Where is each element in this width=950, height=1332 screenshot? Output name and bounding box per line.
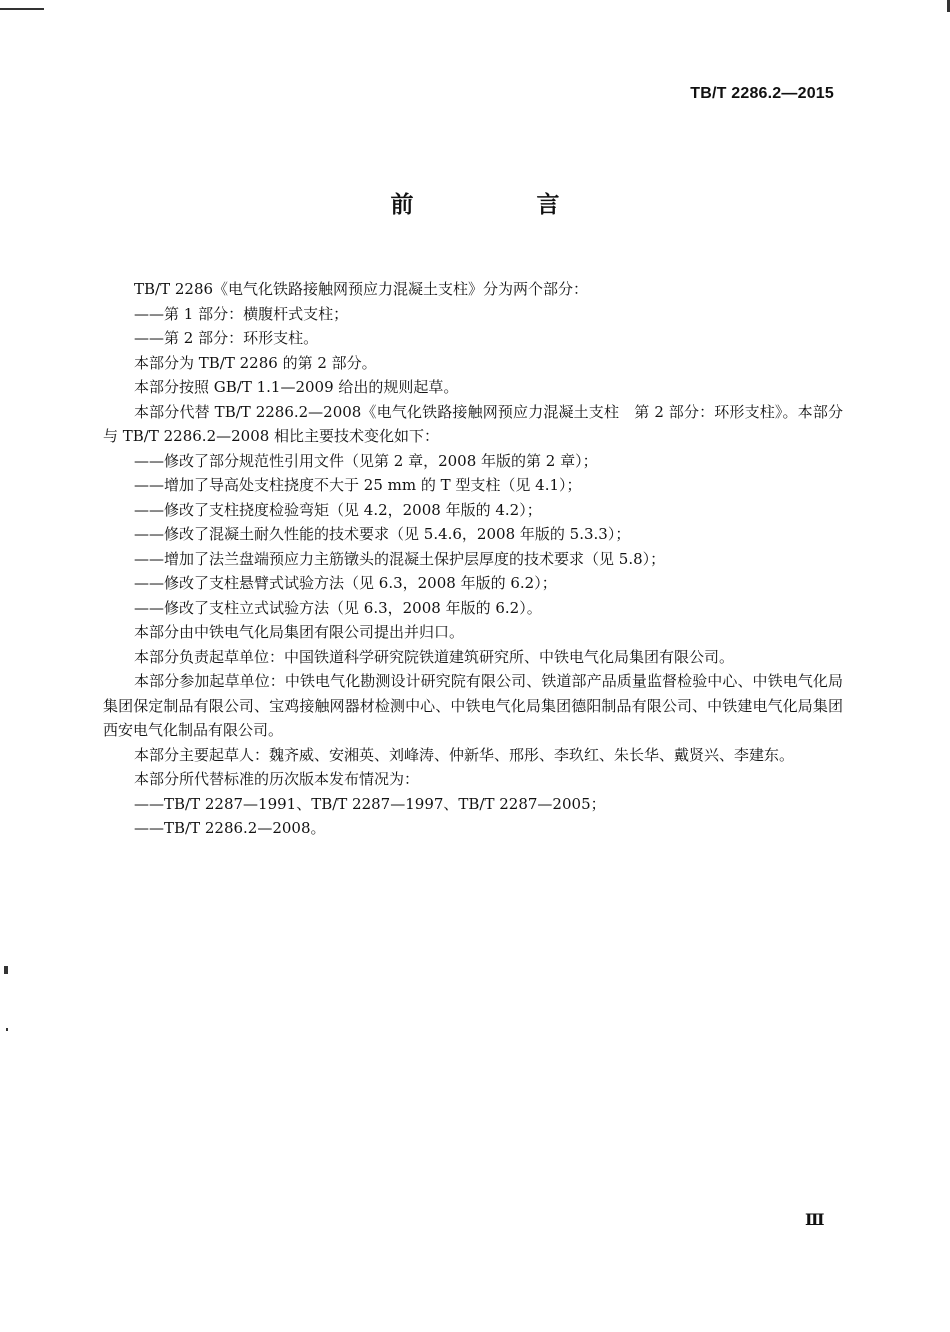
list-item: ——修改了支柱挠度检验弯矩（见 4.2，2008 年版的 4.2）； <box>134 500 542 519</box>
paragraph: 本部分主要起草人：魏齐威、安湘英、刘峰涛、仲新华、邢彤、李玖红、朱长华、戴贤兴、李建东。 <box>134 745 795 764</box>
paragraph: 本部分由中铁电气化局集团有限公司提出并归口。 <box>134 623 465 641</box>
document-body <box>103 277 843 841</box>
scan-dot-mark <box>4 966 8 974</box>
page-title: 前 言 <box>390 192 610 218</box>
list-item: ——修改了支柱立式试验方法（见 6.3，2008 年版的 6.2）。 <box>134 598 542 617</box>
paragraph: 本部分负责起草单位：中国铁道科学研究院铁道建筑研究所、中铁电气化局集团有限公司。 <box>134 647 735 666</box>
list-item: ——TB/T 2286.2—2008。 <box>134 819 326 837</box>
paragraph: 本部分为 TB/T 2286 的第 2 部分。 <box>134 353 377 372</box>
paragraph: 本部分所代替标准的历次版本发布情况为： <box>134 770 420 788</box>
list-item: ——修改了部分规范性引用文件（见第 2 章，2008 年版的第 2 章）； <box>134 451 598 470</box>
list-item: ——第 2 部分：环形支柱。 <box>134 329 319 347</box>
list-item: ——修改了支柱悬臂式试验方法（见 6.3，2008 年版的 6.2）； <box>134 574 557 592</box>
paragraph: 本部分按照 GB/T 1.1—2009 给出的规则起草。 <box>134 378 459 396</box>
list-item: ——TB/T 2287—1991、TB/T 2287—1997、TB/T 2287—2005； <box>134 794 606 813</box>
list-item: ——增加了法兰盘端预应力主筋镦头的混凝土保护层厚度的技术要求（见 5.8）； <box>134 549 666 568</box>
scan-edge-mark <box>0 8 44 10</box>
page-number: Ⅲ <box>805 1210 825 1229</box>
paragraph: 本部分代替 TB/T 2286.2—2008《电气化铁路接触网预应力混凝土支柱 第 2 部分：环形支柱》。本部分与 TB/T 2286.2—2008 相比主要技术变化如下： <box>103 402 843 445</box>
list-item: ——第 1 部分：横腹杆式支柱； <box>134 304 349 323</box>
scan-dot-mark <box>6 1028 8 1031</box>
list-item: ——修改了混凝土耐久性能的技术要求（见 5.4.6，2008 年版的 5.3.3）； <box>134 525 631 543</box>
paragraph: TB/T 2286《电气化铁路接触网预应力混凝土支柱》分为两个部分： <box>134 280 589 298</box>
list-item: ——增加了导高处支柱挠度不大于 25 mm 的 T 型支柱（见 4.1）； <box>134 476 582 494</box>
paragraph: 本部分参加起草单位：中铁电气化勘测设计研究院有限公司、铁道部产品质量监督检验中心、中铁电气化局集团保定制品有限公司、宝鸡接触网器材检测中心、中铁电气化局集团德阳制品有限公司、中铁建电气化局集团西安电气化制品有限公司。 <box>103 672 843 739</box>
document-code: TB/T 2286.2—2015 <box>690 85 834 102</box>
